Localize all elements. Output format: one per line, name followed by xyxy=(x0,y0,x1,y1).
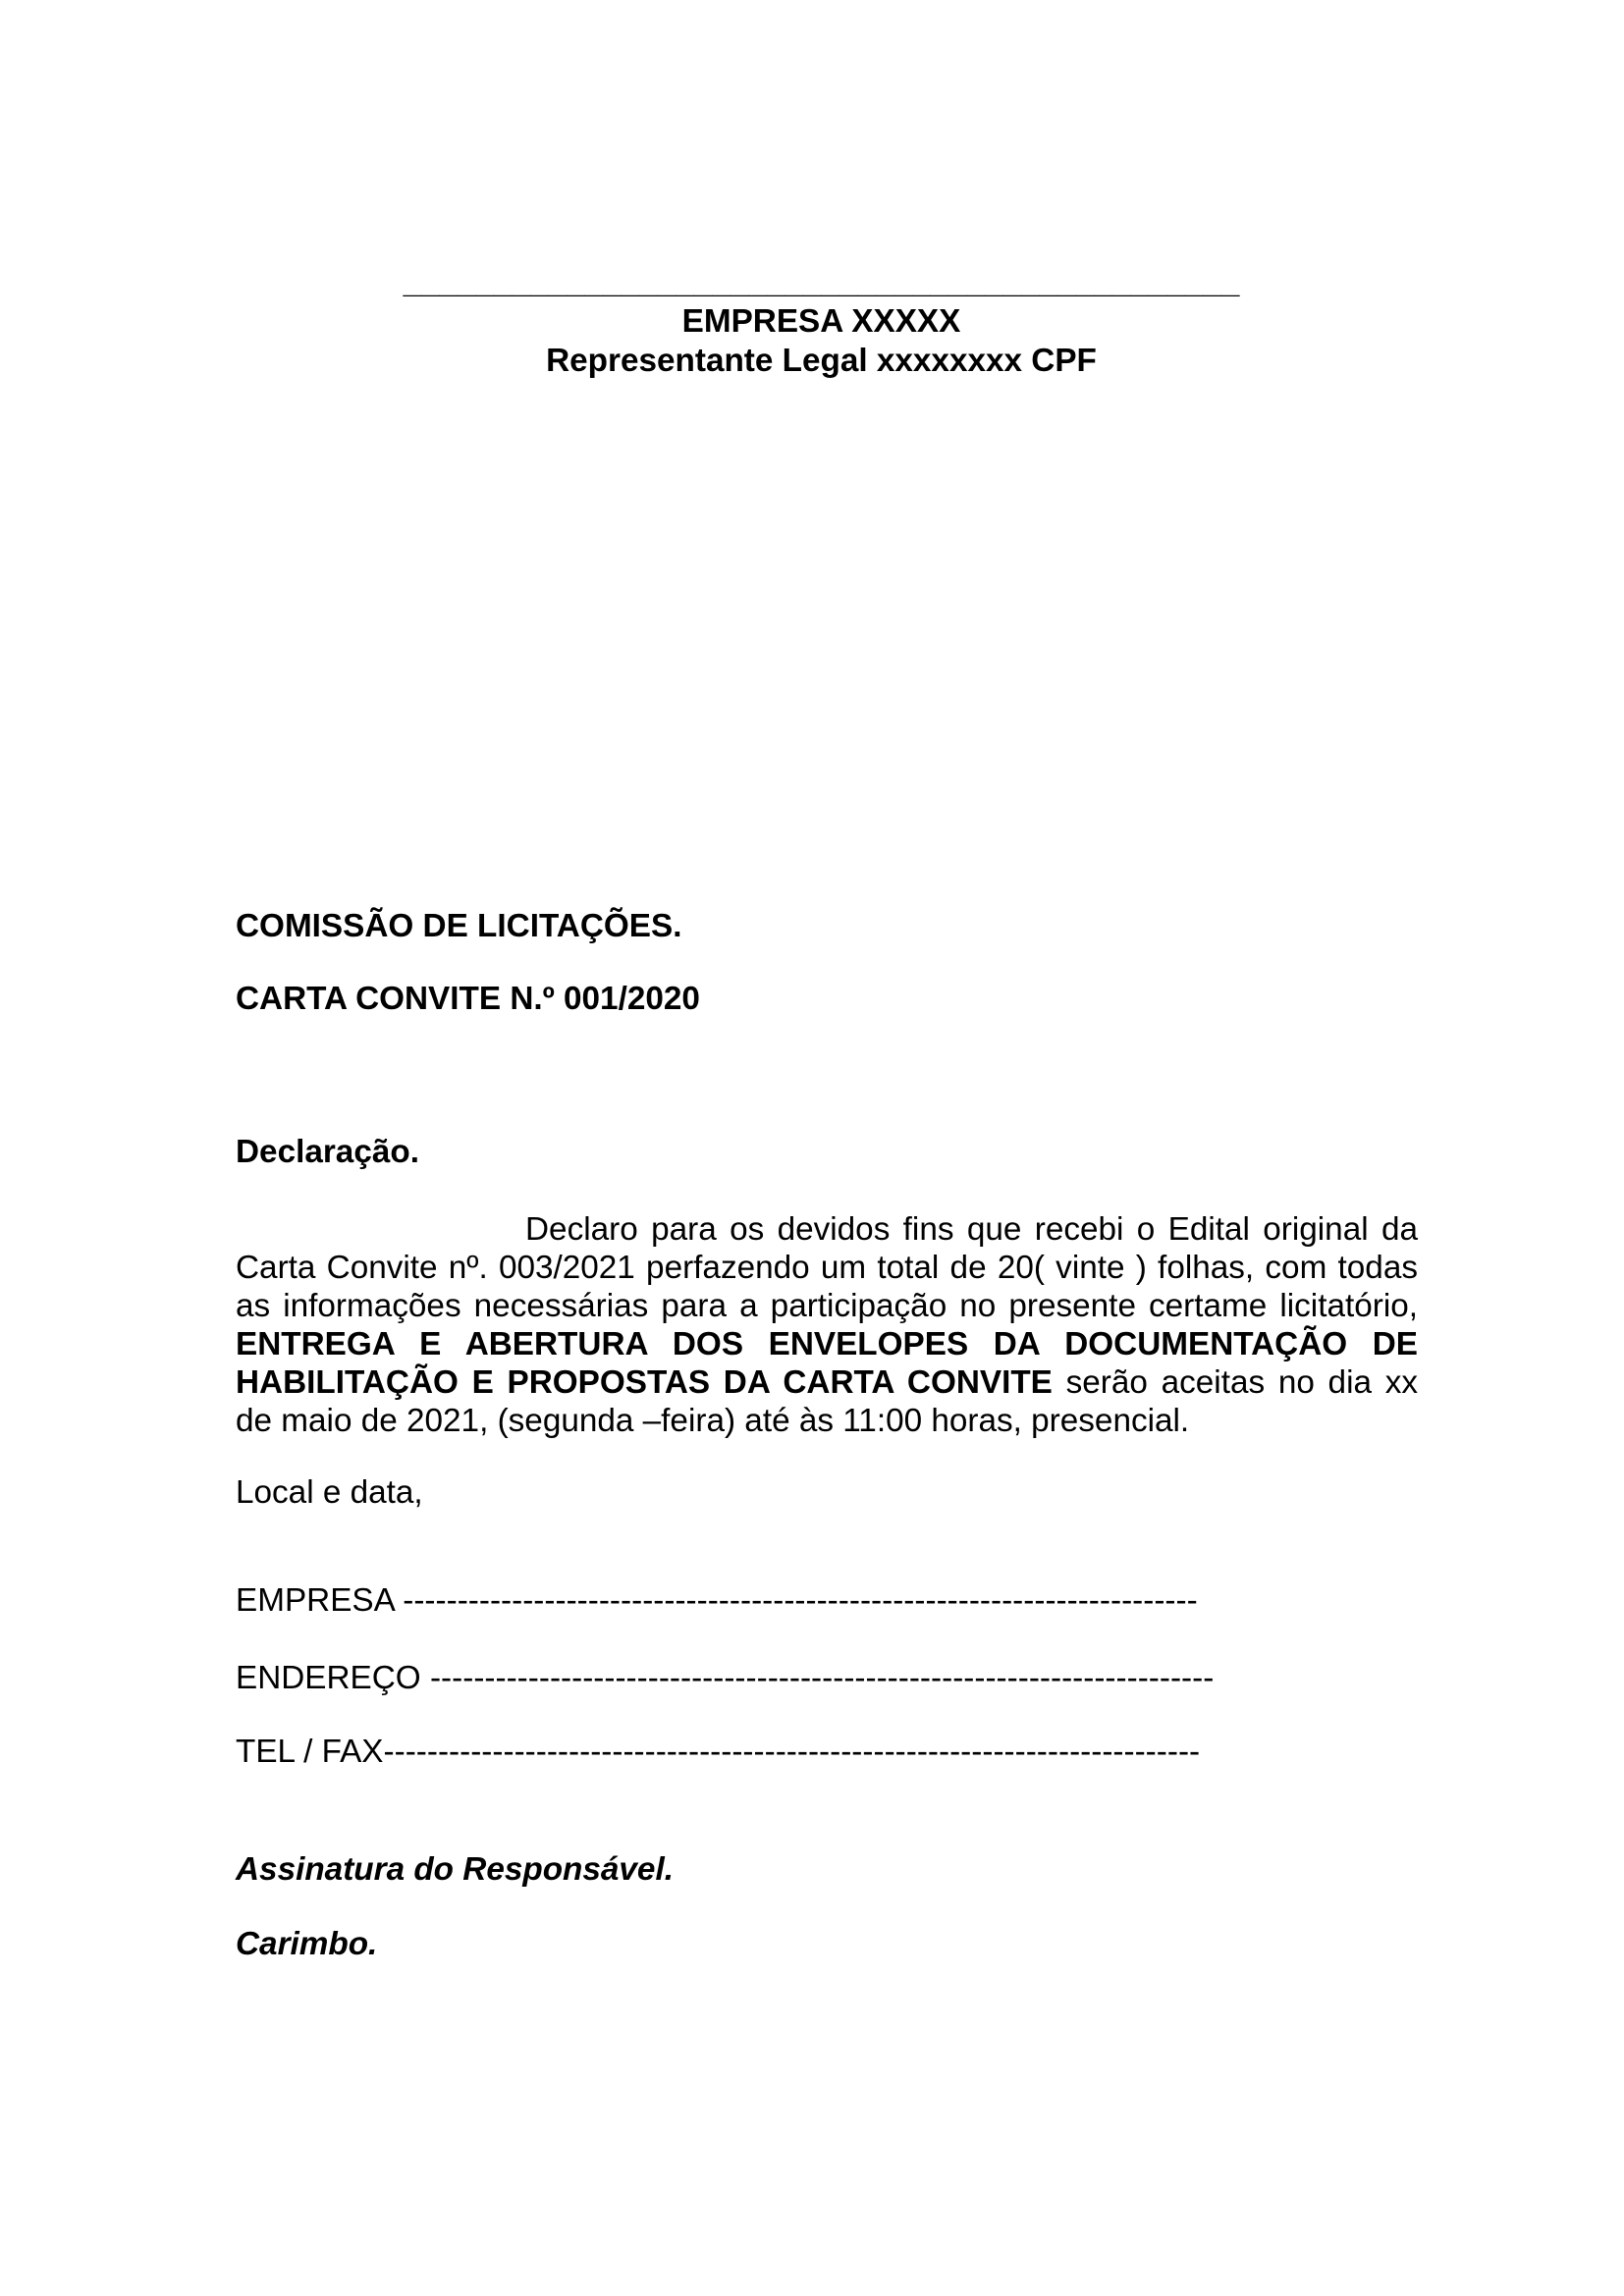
commission-heading: COMISSÃO DE LICITAÇÕES. xyxy=(236,908,682,944)
form-label-telfax: TEL / FAX xyxy=(236,1734,384,1770)
form-fill-telfax: --------------------------------------------------------------------------- xyxy=(383,1734,1201,1770)
declaration-text-emphasis: ENTREGA E ABERTURA DOS ENVELOPES DA DOCUMENTAÇÃO DE HABILITAÇÃO E PROPOSTAS DA CARTA CONVITE xyxy=(236,1326,1418,1401)
representative-line: Representante Legal xxxxxxxx CPF xyxy=(546,343,1097,379)
company-name: EMPRESA XXXXX xyxy=(681,303,961,340)
letter-number-heading: CARTA CONVITE N.º 001/2020 xyxy=(236,981,700,1017)
declaration-heading: Declaração. xyxy=(236,1134,419,1170)
signature-rule-line: ______________________________________________ xyxy=(403,264,1240,300)
form-fill-empresa: ------------------------------------------------------------------------- xyxy=(403,1582,1198,1619)
signature-header xyxy=(236,263,1407,381)
declaration-paragraph xyxy=(236,1210,1418,1440)
signature-caption: Assinatura do Responsável. xyxy=(236,1851,674,1888)
form-fill-endereco: ------------------------------------------------------------------------ xyxy=(429,1660,1215,1696)
form-line-endereco xyxy=(236,1659,1214,1698)
stamp-caption: Carimbo. xyxy=(236,1926,378,1962)
declaration-text-tail: serão aceitas no dia xx de maio de 2021, (segunda –feira) até às 11:00 horas, presencial. xyxy=(236,1364,1418,1439)
form-line-empresa xyxy=(236,1581,1198,1621)
form-label-empresa: EMPRESA xyxy=(236,1582,404,1619)
form-label-endereco: ENDEREÇO xyxy=(236,1660,430,1696)
form-line-telfax xyxy=(236,1733,1200,1772)
local-date-line: Local e data, xyxy=(236,1474,423,1511)
declaration-text-lead: Declaro para os devidos fins que recebi o Edital original da Carta Convite nº. 003/2021 perfazendo um total de 20( vinte ) folhas, com todas as informações necessárias para a participação no presente certame licitatório, xyxy=(236,1211,1418,1324)
